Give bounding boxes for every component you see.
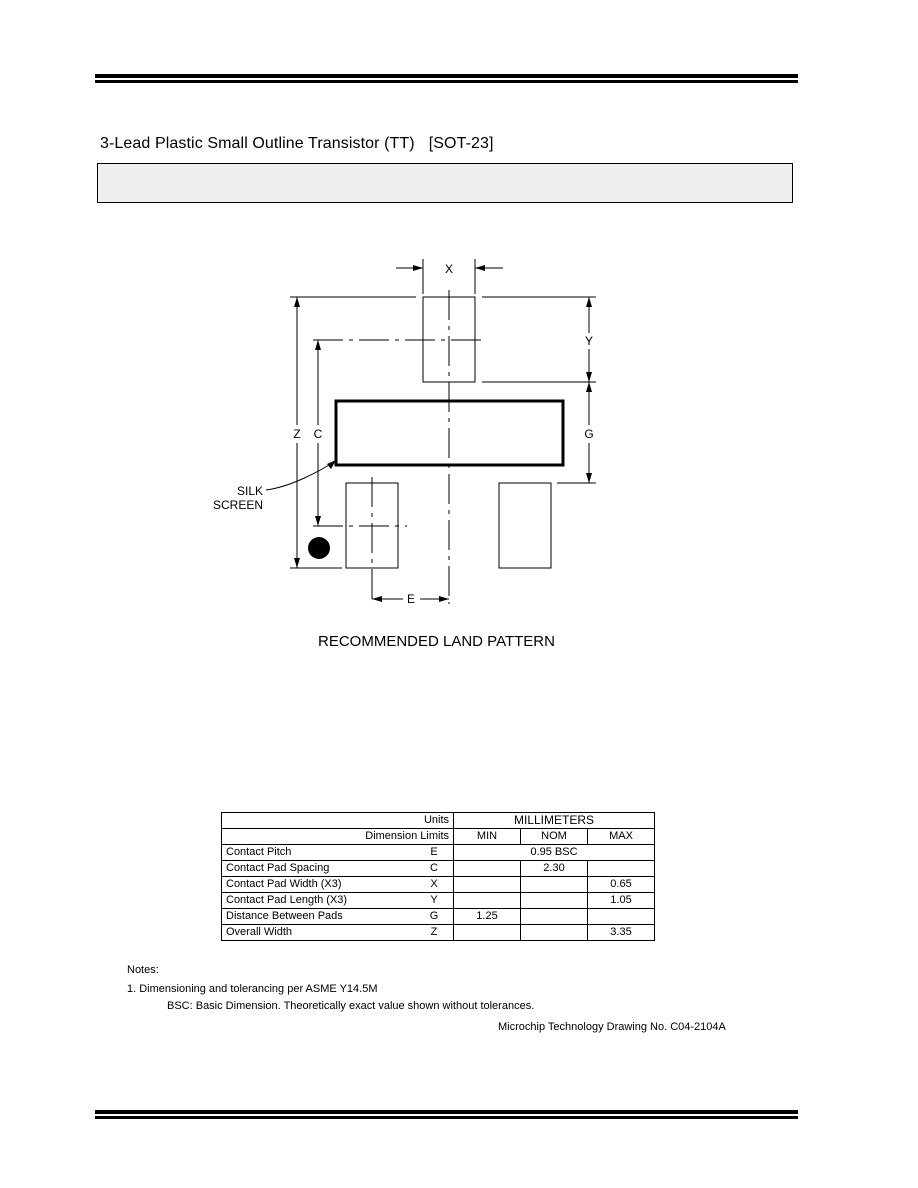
label-x: X <box>444 262 454 276</box>
notes-heading: Notes: <box>127 964 159 976</box>
note-bsc: BSC: Basic Dimension. Theoretically exact value shown without tolerances. <box>167 1000 535 1012</box>
table-row: Contact Pitch E 0.95 BSC <box>222 845 655 861</box>
label-e: E <box>406 592 416 606</box>
table-row: Contact Pad Length (X3) Y 1.05 <box>222 893 655 909</box>
col-min: MIN <box>454 829 521 845</box>
table-row: Contact Pad Spacing C 2.30 <box>222 861 655 877</box>
label-silk: SILK <box>236 484 263 498</box>
units-label: Units <box>222 813 454 829</box>
arrowheads <box>294 265 592 602</box>
label-c: C <box>313 427 323 441</box>
pad-bottom-right <box>499 483 551 568</box>
limits-label: Dimension Limits <box>222 829 454 845</box>
label-z: Z <box>293 427 301 441</box>
table-header-units <box>222 813 655 829</box>
table-row: Contact Pad Width (X3) X 0.65 <box>222 877 655 893</box>
units-value: MILLIMETERS <box>454 813 655 829</box>
label-y: Y <box>584 334 594 348</box>
title-main: 3-Lead Plastic Small Outline Transistor (TT) <box>100 135 415 152</box>
drawing-caption: RECOMMENDED LAND PATTERN <box>318 633 555 650</box>
bottom-rule-thick <box>95 1110 798 1114</box>
title-package: [SOT-23] <box>428 135 494 152</box>
label-screen: SCREEN <box>212 498 263 512</box>
table-row: Distance Between Pads G 1.25 <box>222 909 655 925</box>
silk-leader <box>266 462 334 490</box>
table-header-limits <box>222 829 655 845</box>
dimension-lines <box>297 268 589 599</box>
col-nom: NOM <box>521 829 588 845</box>
bottom-rule-thin <box>95 1116 798 1119</box>
label-g: G <box>584 427 594 441</box>
pin1-marker <box>308 537 330 559</box>
dimension-table <box>221 812 655 941</box>
table-row: Overall Width Z 3.35 <box>222 925 655 941</box>
drawing-number: Microchip Technology Drawing No. C04-2104A <box>498 1021 726 1033</box>
col-max: MAX <box>588 829 655 845</box>
note-1: 1. Dimensioning and tolerancing per ASME Y14.5M <box>127 983 378 995</box>
